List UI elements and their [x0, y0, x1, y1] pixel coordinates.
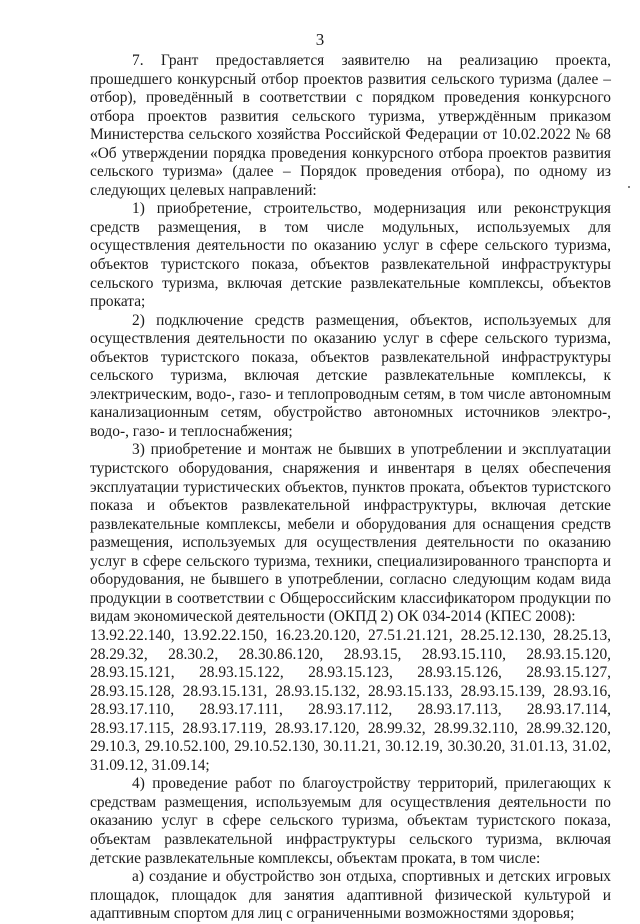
page-number: 3 — [315, 30, 325, 49]
paragraph-item-4: 4) проведение работ по благоустройству территорий, прилегающих к средствам размещения, используемым для осуществления деятельности по оказанию услуг в сфере сельского туризма, объектам туристского показа, объектам развлекательной инфраструктуры сельского туризма, включая детские развлекательные комплексы, объектам проката, в том числе: — [90, 775, 611, 867]
paragraph-item-2: 2) подключение средств размещения, объектов, используемых для осуществления деятельности по оказанию услуг в сфере сельского туризма, объектов туристского показа, объектов развлекательной инфраструктуры сельского туризма, включая детские развлекательные комплексы, к электрическим, водо-, газо- и теплопроводным сетям, в том числе автономным канализационным сетям, обустройство автономных источников электро-, водо-, газо- и теплоснабжения; — [90, 311, 611, 440]
paragraph-item-1: 1) приобретение, строительство, модернизация или реконструкция средств размещения, в том числе модульных, используемых для осуществления деятельности по оказанию услуг в сфере сельского туризма, объектов туристского показа, объектов развлекательной инфраструктуры сельского туризма, включая детские развлекательные комплексы, объектов проката; — [90, 200, 611, 311]
scan-speck — [96, 848, 99, 850]
document-body — [90, 52, 611, 924]
paragraph-item-3: 3) приобретение и монтаж не бывших в употреблении и эксплуатации туристского оборудования, снаряжения и инвентаря в целях обеспечения эксплуатации туристических объектов, пунктов проката, объектов туристского показа и объектов развлекательной инфраструктуры, включая детские развлекательные комплексы, мебели и оборудования для оснащения средств размещения, используемых для осуществления деятельности по оказанию услуг в сфере сельского туризма, техники, специализированного транспорта и оборудования, не бывшего в употреблении, согласно следующим кодам вида продукции в соответствии с Общероссийским классификатором продукции по видам экономической деятельности (ОКПД 2) ОК 034-2014 (КПЕС 2008): — [90, 441, 611, 626]
paragraph-subitem-a: а) создание и обустройство зон отдыха, спортивных и детских игровых площадок, площадок для занятия адаптивной физической культурой и адаптивным спортом для лиц с ограниченными возможностями здоровья; — [90, 868, 611, 923]
okpd-codes-list: 13.92.22.140, 13.92.22.150, 16.23.20.120, 27.51.21.121, 28.25.12.130, 28.25.13, 28.29.32, 28.30.2, 28.30.86.120, 28.93.15, 28.93.15.110, 28.93.15.120, 28.93.15.121, 28.93.15.122, 28.93.15.123, 28.93.15.126, 28.93.15.127, 28.93.15.128, 28.93.15.131, 28.93.15.132, 28.93.15.133, 28.93.15.139, 28.93.16, 28.93.17.110, 28.93.17.111, 28.93.17.112, 28.93.17.113, 28.93.17.114, 28.93.17.115, 28.93.17.119, 28.93.17.120, 28.99.32, 28.99.32.110, 28.99.32.120, 29.10.3, 29.10.52.100, 29.10.52.130, 30.11.21, 30.12.19, 30.30.20, 31.01.13, 31.02, 31.09.12, 31.09.14; — [90, 626, 611, 774]
scan-speck — [628, 186, 630, 188]
paragraph-grant-clause: 7. Грант предоставляется заявителю на реализацию проекта, прошедшего конкурсный отбор проектов развития сельского туризма (далее – отбор), проведённый в соответствии с порядком проведения конкурсного отбора проектов развития сельского туризма, утверждённым приказом Министерства сельского хозяйства Российской Федерации от 10.02.2022 № 68 «Об утверждении порядка проведения конкурсного отбора проектов развития сельского туризма» (далее – Порядок проведения отбора), по одному из следующих целевых направлений: — [90, 52, 611, 199]
